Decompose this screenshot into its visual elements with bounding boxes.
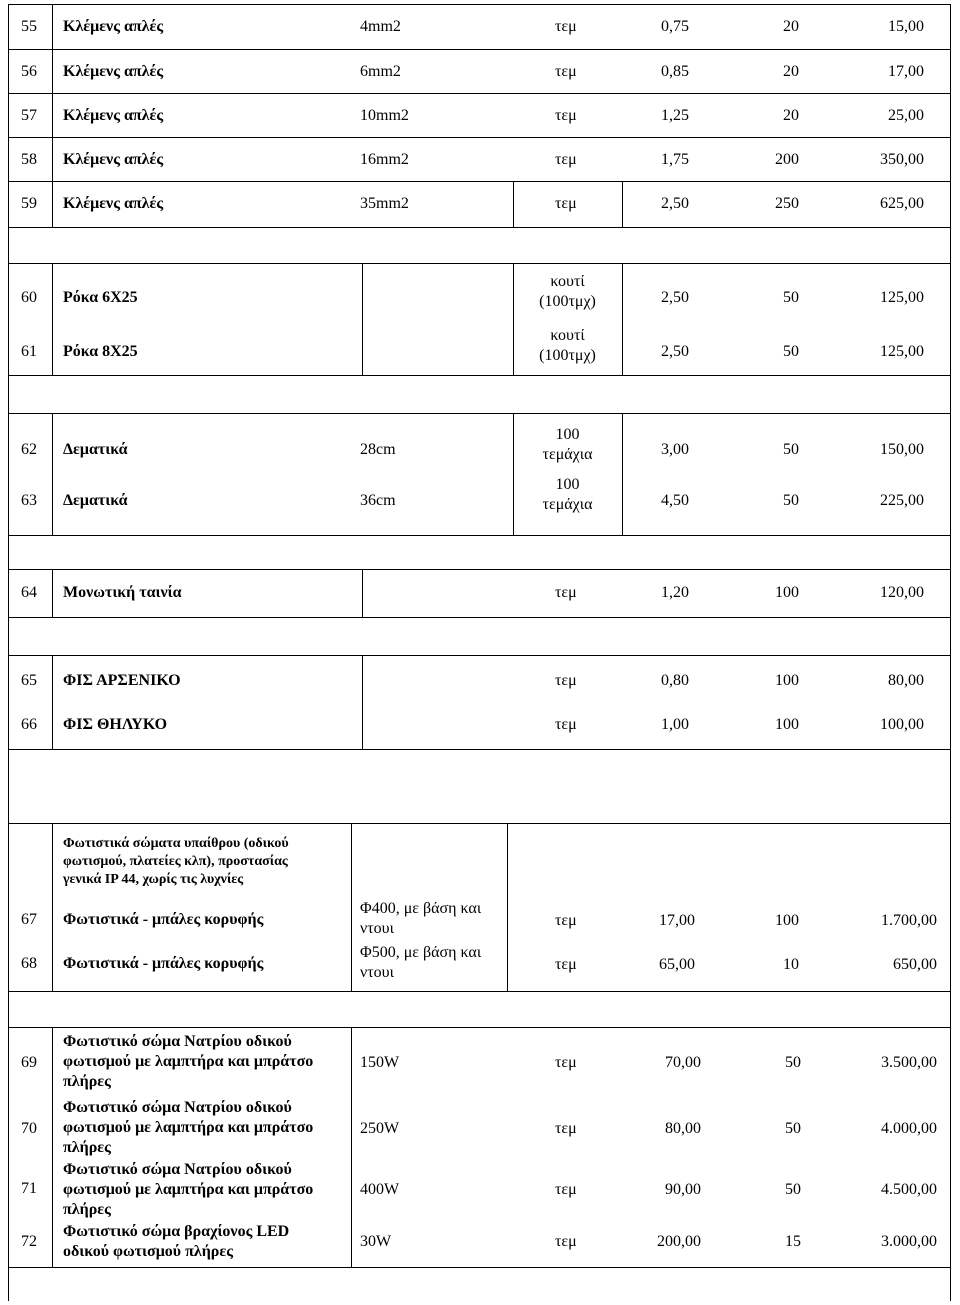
table-cell: Δεματικά bbox=[63, 492, 128, 509]
table-row bbox=[9, 823, 950, 991]
spacer-row bbox=[9, 535, 950, 569]
table-row bbox=[9, 655, 950, 749]
table-cell: Φωτιστικό σώμα Νατρίου οδικού bbox=[63, 1099, 292, 1116]
spacer-row bbox=[9, 749, 950, 823]
table-cell: (100τμχ) bbox=[539, 347, 596, 364]
table-row bbox=[9, 49, 950, 93]
table-cell: τεμ bbox=[555, 107, 577, 124]
table-cell: Κλέμενς απλές bbox=[63, 63, 164, 80]
table-cell: πλήρες bbox=[63, 1073, 111, 1090]
table-cell: 65 bbox=[21, 672, 37, 689]
table-cell: τεμ bbox=[555, 195, 577, 212]
table-cell: 17,00 bbox=[659, 912, 695, 929]
table-cell: 71 bbox=[21, 1180, 37, 1197]
table-cell: 28cm bbox=[360, 441, 396, 458]
table-cell: φωτισμού με λαμπτήρα και μπράτσο bbox=[63, 1053, 314, 1070]
price-table bbox=[8, 4, 951, 1301]
table-cell: 59 bbox=[21, 195, 37, 212]
table-cell: 1,00 bbox=[661, 716, 689, 733]
table-cell: τεμ bbox=[555, 956, 577, 973]
table-cell: 225,00 bbox=[880, 492, 924, 509]
table-cell: 50 bbox=[783, 492, 799, 509]
table-cell: τεμ bbox=[555, 1120, 577, 1137]
table-cell: 400W bbox=[360, 1181, 400, 1198]
table-cell: 16mm2 bbox=[360, 151, 409, 168]
table-cell: 61 bbox=[21, 343, 37, 360]
table-cell: 10 bbox=[783, 956, 799, 973]
table-cell: τεμάχια bbox=[542, 496, 593, 513]
table-cell: 4.000,00 bbox=[881, 1120, 937, 1137]
table-row bbox=[9, 1027, 950, 1267]
table-cell: 60 bbox=[21, 289, 37, 306]
table-cell: Φωτιστικό σώμα βραχίονος LED bbox=[63, 1223, 290, 1240]
table-cell: 15,00 bbox=[888, 18, 924, 35]
table-cell: 50 bbox=[783, 289, 799, 306]
table-cell: Φωτιστικό σώμα Νατρίου οδικού bbox=[63, 1161, 292, 1178]
table-cell: τεμ bbox=[555, 1181, 577, 1198]
table-cell: 0,80 bbox=[661, 672, 689, 689]
table-cell: 20 bbox=[783, 18, 799, 35]
table-cell: 120,00 bbox=[880, 584, 924, 601]
table-cell: 100 bbox=[555, 426, 580, 443]
table-cell: 70 bbox=[21, 1120, 37, 1137]
table-cell: 58 bbox=[21, 151, 37, 168]
table-cell: τεμ bbox=[555, 18, 577, 35]
table-cell: 70,00 bbox=[665, 1054, 701, 1071]
table-cell: 65,00 bbox=[659, 956, 695, 973]
table-cell: 150,00 bbox=[880, 441, 924, 458]
table-cell: Κλέμενς απλές bbox=[63, 18, 164, 35]
table-cell: τεμ bbox=[555, 151, 577, 168]
table-cell: γενικά IP 44, χωρίς τις λυχνίες bbox=[63, 872, 244, 887]
spacer-row bbox=[9, 991, 950, 1027]
table-cell: 2,50 bbox=[661, 343, 689, 360]
table-cell: τεμ bbox=[555, 1054, 577, 1071]
table-cell: 2,50 bbox=[661, 195, 689, 212]
table-cell: 35mm2 bbox=[360, 195, 409, 212]
table-cell: Φ400, με βάση και bbox=[360, 900, 482, 917]
table-cell: 100,00 bbox=[880, 716, 924, 733]
table-cell: 36cm bbox=[360, 492, 396, 509]
table-cell: ΦΙΣ ΑΡΣΕΝΙΚΟ bbox=[63, 672, 181, 689]
table-cell: Μονωτική ταινία bbox=[63, 584, 182, 601]
table-cell: ντουι bbox=[360, 964, 394, 981]
table-cell: φωτισμού με λαμπτήρα και μπράτσο bbox=[63, 1181, 314, 1198]
table-cell: 80,00 bbox=[665, 1120, 701, 1137]
table-cell: (100τμχ) bbox=[539, 293, 596, 310]
table-cell: κουτί bbox=[550, 273, 585, 290]
table-cell: 50 bbox=[785, 1120, 801, 1137]
table-cell: 625,00 bbox=[880, 195, 924, 212]
table-cell: 66 bbox=[21, 716, 37, 733]
table-cell: 80,00 bbox=[888, 672, 924, 689]
table-cell: φωτισμού, πλατείες κλπ), προστασίας bbox=[63, 854, 288, 869]
table-cell: 50 bbox=[785, 1181, 801, 1198]
table-cell: 17,00 bbox=[888, 63, 924, 80]
table-cell: τεμάχια bbox=[542, 446, 593, 463]
table-cell: κουτί bbox=[550, 327, 585, 344]
table-cell: 100 bbox=[775, 912, 799, 929]
table-cell: 10mm2 bbox=[360, 107, 409, 124]
table-cell: 56 bbox=[21, 63, 37, 80]
table-cell: 3,00 bbox=[661, 441, 689, 458]
table-cell: Φωτιστικό σώμα Νατρίου οδικού bbox=[63, 1033, 292, 1050]
table-cell: πλήρες bbox=[63, 1201, 111, 1218]
table-cell: 100 bbox=[775, 584, 799, 601]
table-cell: 50 bbox=[785, 1054, 801, 1071]
table-cell: Κλέμενς απλές bbox=[63, 195, 164, 212]
table-row bbox=[9, 413, 950, 535]
table-cell: οδικού φωτισμού πλήρες bbox=[63, 1243, 233, 1260]
table-cell: Κλέμενς απλές bbox=[63, 151, 164, 168]
table-cell: 200,00 bbox=[657, 1233, 701, 1250]
table-cell: 72 bbox=[21, 1233, 37, 1250]
table-cell: 4,50 bbox=[661, 492, 689, 509]
table-cell: φωτισμού με λαμπτήρα και μπράτσο bbox=[63, 1119, 314, 1136]
table-cell: Ρόκα 6Χ25 bbox=[63, 289, 138, 306]
table-cell: τεμ bbox=[555, 584, 577, 601]
table-cell: 63 bbox=[21, 492, 37, 509]
spacer-row bbox=[9, 1267, 950, 1302]
table-cell: ντουι bbox=[360, 920, 394, 937]
table-cell: 30W bbox=[360, 1233, 392, 1250]
table-cell: 1,25 bbox=[661, 107, 689, 124]
table-cell: τεμ bbox=[555, 912, 577, 929]
table-row bbox=[9, 5, 950, 49]
table-cell: 150W bbox=[360, 1054, 400, 1071]
table-cell: Φωτιστικά - μπάλες κορυφής bbox=[63, 911, 264, 928]
table-cell: 64 bbox=[21, 584, 37, 601]
table-cell: 350,00 bbox=[880, 151, 924, 168]
table-cell: 50 bbox=[783, 441, 799, 458]
table-cell: Κλέμενς απλές bbox=[63, 107, 164, 124]
table-cell: 3.000,00 bbox=[881, 1233, 937, 1250]
spacer-row bbox=[9, 375, 950, 413]
lighting-heading: Φωτιστικά σώματα υπαίθρου (οδικού bbox=[63, 836, 289, 851]
table-cell: 200 bbox=[775, 151, 799, 168]
table-cell: πλήρες bbox=[63, 1139, 111, 1156]
table-row bbox=[9, 93, 950, 137]
table-cell: 250W bbox=[360, 1120, 400, 1137]
table-cell: 4.500,00 bbox=[881, 1181, 937, 1198]
table-cell: 3.500,00 bbox=[881, 1054, 937, 1071]
table-cell: Φ500, με βάση και bbox=[360, 944, 482, 961]
spacer-row bbox=[9, 617, 950, 655]
table-cell: Δεματικά bbox=[63, 441, 128, 458]
table-cell: 69 bbox=[21, 1054, 37, 1071]
table-cell: τεμ bbox=[555, 1233, 577, 1250]
table-cell: 67 bbox=[21, 911, 37, 928]
table-cell: 100 bbox=[775, 672, 799, 689]
table-cell: 50 bbox=[783, 343, 799, 360]
table-cell: 15 bbox=[785, 1233, 801, 1250]
table-cell: 57 bbox=[21, 107, 37, 124]
table-cell: 20 bbox=[783, 63, 799, 80]
table-cell: 100 bbox=[555, 476, 580, 493]
table-cell: Φωτιστικά - μπάλες κορυφής bbox=[63, 955, 264, 972]
table-cell: ΦΙΣ ΘΗΛΥΚΟ bbox=[63, 716, 168, 733]
table-cell: Ρόκα 8Χ25 bbox=[63, 343, 138, 360]
table-cell: 68 bbox=[21, 955, 37, 972]
table-cell: 6mm2 bbox=[360, 63, 401, 80]
table-cell: 55 bbox=[21, 18, 37, 35]
table-cell: τεμ bbox=[555, 672, 577, 689]
table-cell: 250 bbox=[775, 195, 799, 212]
table-cell: 62 bbox=[21, 441, 37, 458]
table-row bbox=[9, 263, 950, 375]
table-cell: 20 bbox=[783, 107, 799, 124]
table-cell: 2,50 bbox=[661, 289, 689, 306]
table-cell: 1,20 bbox=[661, 584, 689, 601]
table-cell: 1,75 bbox=[661, 151, 689, 168]
table-cell: 0,75 bbox=[661, 18, 689, 35]
table-cell: 4mm2 bbox=[360, 18, 401, 35]
table-row bbox=[9, 569, 950, 617]
table-cell: τεμ bbox=[555, 63, 577, 80]
table-cell: 0,85 bbox=[661, 63, 689, 80]
table-cell: 125,00 bbox=[880, 343, 924, 360]
table-cell: 90,00 bbox=[665, 1181, 701, 1198]
table-cell: 1.700,00 bbox=[881, 912, 937, 929]
table-cell: 650,00 bbox=[893, 956, 937, 973]
spacer-row bbox=[9, 227, 950, 263]
table-cell: 100 bbox=[775, 716, 799, 733]
table-cell: τεμ bbox=[555, 716, 577, 733]
table-row bbox=[9, 181, 950, 227]
table-cell: 125,00 bbox=[880, 289, 924, 306]
table-cell: 25,00 bbox=[888, 107, 924, 124]
table-row bbox=[9, 137, 950, 181]
